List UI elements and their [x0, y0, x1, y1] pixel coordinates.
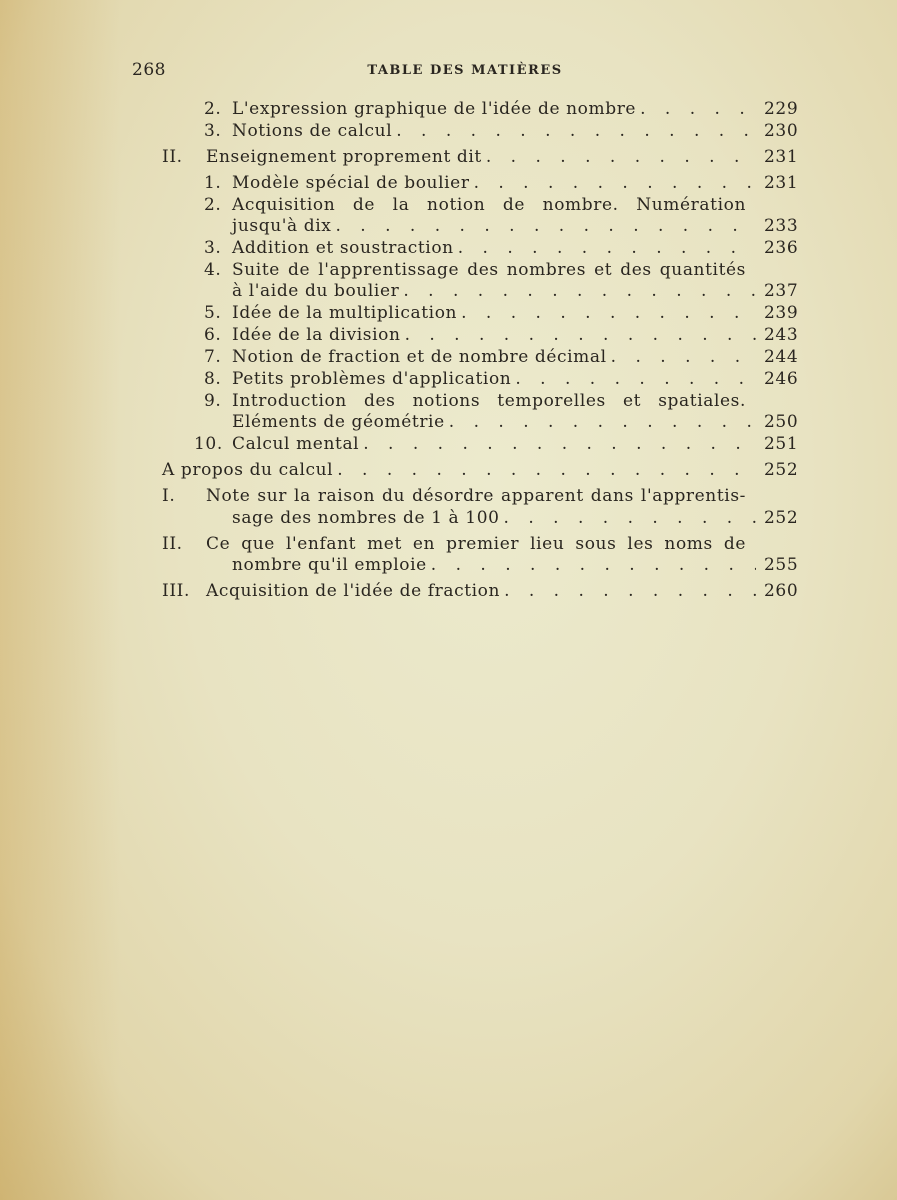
entry-line [232, 346, 798, 368]
entry-number: 5. [204, 303, 222, 323]
section-number: I. [162, 486, 176, 506]
entry-title-line: Ce que l'enfant met en premier lieu sous les noms de [206, 534, 746, 554]
running-title: TABLE DES MATIÈRES [367, 63, 563, 78]
entry-title: Notion de fraction et de nombre décimal [232, 347, 607, 367]
entry-page: 250 [764, 412, 799, 432]
entry-page: 231 [764, 173, 799, 193]
entry-title: Addition et soustraction [232, 238, 454, 258]
entry-line [206, 146, 798, 168]
entry-title: Enseignement proprement dit [206, 147, 482, 167]
entry-title: Modèle spécial de boulier [232, 173, 470, 193]
dot-leader [363, 433, 756, 455]
dot-leader [611, 346, 756, 368]
entry-title-continued: nombre qu'il emploie [232, 555, 427, 575]
dot-leader [403, 280, 756, 302]
section-number: III. [162, 581, 190, 601]
entry-page: 231 [764, 147, 799, 167]
entry-title-continued: à l'aide du boulier [232, 281, 400, 301]
dot-leader [336, 215, 757, 237]
entry-page: 246 [764, 369, 799, 389]
entry-line [232, 98, 798, 120]
entry-title: Petits problèmes d'application [232, 369, 512, 389]
entry-line [232, 172, 798, 194]
section-number: II. [162, 147, 183, 167]
dot-leader [458, 237, 756, 259]
entry-number: 9. [204, 391, 222, 411]
entry-page: 260 [764, 581, 799, 601]
entry-line [162, 459, 798, 481]
entry-title-line: Note sur la raison du désordre apparent dans l'apprentis- [206, 486, 746, 506]
dot-leader [396, 120, 756, 142]
entry-number: 8. [204, 369, 222, 389]
entry-number: 2. [204, 195, 222, 215]
entry-line [232, 324, 798, 346]
entry-title-continued: jusqu'à dix [232, 216, 332, 236]
entry-page: 255 [764, 555, 799, 575]
entry-number: 3. [204, 238, 222, 258]
entry-page: 252 [764, 508, 799, 528]
entry-line [232, 507, 798, 529]
entry-number: 10. [194, 434, 223, 454]
entry-title: Acquisition de l'idée de fraction [206, 581, 501, 601]
dot-leader [515, 368, 756, 390]
entry-number: 4. [204, 260, 222, 280]
entry-line [232, 302, 798, 324]
entry-number: 7. [204, 347, 222, 367]
dot-leader [504, 507, 756, 529]
dot-leader [405, 324, 756, 346]
entry-title-continued: Eléments de géométrie [232, 412, 445, 432]
entry-page: 230 [764, 121, 799, 141]
entry-title: Idée de la multiplication [232, 303, 458, 323]
entry-line [232, 368, 798, 390]
entry-title-line: Introduction des notions temporelles et spatiales. [232, 391, 746, 411]
entry-number: 1. [204, 173, 222, 193]
dot-leader [461, 302, 756, 324]
entry-page: 229 [764, 99, 799, 119]
dot-leader [640, 98, 756, 120]
entry-number: 3. [204, 121, 222, 141]
entry-line [232, 433, 798, 455]
dot-leader [449, 411, 756, 433]
entry-page: 236 [764, 238, 799, 258]
entry-page: 233 [764, 216, 799, 236]
entry-page: 251 [764, 434, 799, 454]
entry-title: A propos du calcul [162, 460, 334, 480]
entry-line [232, 120, 798, 142]
entry-number: 2. [204, 99, 222, 119]
entry-line [232, 280, 798, 302]
entry-line [232, 237, 798, 259]
entry-page: 237 [764, 281, 799, 301]
entry-line [206, 580, 798, 602]
entry-title-line: Suite de l'apprentissage des nombres et des quantités [232, 260, 746, 280]
entry-title-line: Acquisition de la notion de nombre. Numération [232, 195, 746, 215]
entry-line [232, 411, 798, 433]
entry-title: Notions de calcul [232, 121, 393, 141]
dot-leader [431, 554, 756, 576]
entry-page: 243 [764, 325, 799, 345]
entry-number: 6. [204, 325, 222, 345]
dot-leader [504, 580, 756, 602]
dot-leader [337, 459, 756, 481]
entry-page: 252 [764, 460, 799, 480]
entry-line [232, 215, 798, 237]
entry-title: Idée de la division [232, 325, 401, 345]
section-number: II. [162, 534, 183, 554]
dot-leader [474, 172, 756, 194]
entry-page: 239 [764, 303, 799, 323]
dot-leader [486, 146, 756, 168]
entry-line [232, 554, 798, 576]
page-number: 268 [132, 60, 166, 80]
entry-title: Calcul mental [232, 434, 360, 454]
entry-title-continued: sage des nombres de 1 à 100 [232, 508, 500, 528]
entry-page: 244 [764, 347, 799, 367]
entry-title: L'expression graphique de l'idée de nombre [232, 99, 637, 119]
